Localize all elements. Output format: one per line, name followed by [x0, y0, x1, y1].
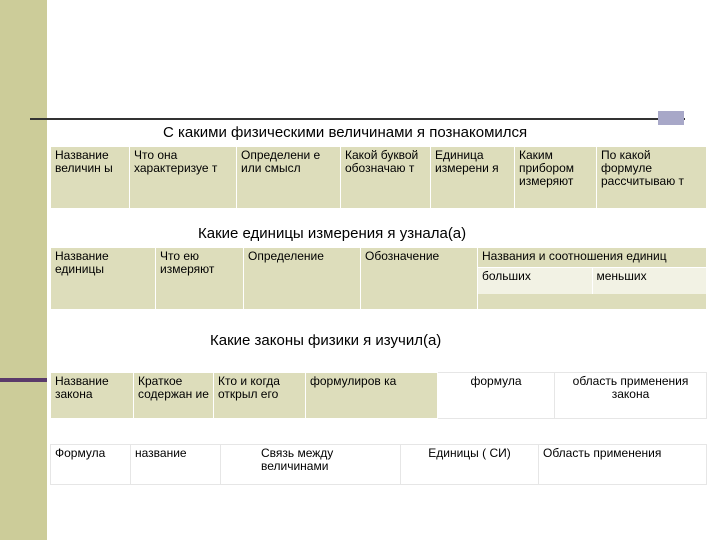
header-cell-unit: Единица измерени я	[431, 147, 515, 209]
header-cell-notation: Обозначение	[361, 248, 478, 310]
header-cell-relations	[478, 248, 707, 310]
sidebar-decoration	[0, 0, 47, 540]
left-accent-bar	[0, 378, 47, 382]
header-cell-definition: Определени е или смысл	[237, 147, 341, 209]
header-cell-formula: Формула	[51, 445, 131, 485]
header-cell-law-formula: формула	[438, 373, 555, 419]
table-row	[51, 248, 707, 310]
header-cell-definition: Определение	[244, 248, 361, 310]
units-heading: Какие единицы измерения я узнала(а)	[198, 225, 467, 242]
header-cell-relation: Связь между величинами	[221, 445, 401, 485]
header-cell-si-units: Единицы ( СИ)	[401, 445, 539, 485]
header-cell-scope: Область применения	[539, 445, 707, 485]
header-cell-wording: формулиров ка	[306, 373, 438, 419]
subheader-larger: больших	[478, 267, 592, 294]
header-cell-symbol: Какой буквой обозначаю т	[341, 147, 431, 209]
header-cell-measures: Что ею измеряют	[156, 248, 244, 310]
table-row	[51, 373, 707, 419]
quantities-heading: С какими физическими величинами я познакомился	[163, 124, 528, 141]
header-cell-formula: По какой формуле рассчитываю т	[597, 147, 707, 209]
header-cell-unit-name: Название единицы	[51, 248, 156, 310]
header-cell-title: название	[131, 445, 221, 485]
laws-table	[50, 372, 707, 419]
quantities-table	[50, 146, 707, 209]
table-row	[51, 445, 707, 485]
relations-label: Названия и соотношения единиц	[482, 249, 667, 263]
header-cell-summary: Краткое содержан ие	[134, 373, 214, 419]
header-cell-instrument: Каким прибором измеряют	[515, 147, 597, 209]
formulas-table	[50, 444, 707, 485]
units-table	[50, 247, 707, 310]
header-cell-discoverer: Кто и когда открыл его	[214, 373, 306, 419]
header-cell-characterizes: Что она характеризуе т	[130, 147, 237, 209]
subheader-smaller: меньших	[592, 267, 707, 294]
corner-decoration	[658, 111, 684, 125]
header-cell-law-name: Название закона	[51, 373, 134, 419]
header-cell-application: область применения закона	[555, 373, 707, 419]
header-cell-name: Название величин ы	[51, 147, 130, 209]
title-divider-line	[30, 118, 685, 120]
table-row	[51, 147, 707, 209]
laws-heading: Какие законы физики я изучил(а)	[210, 332, 442, 349]
